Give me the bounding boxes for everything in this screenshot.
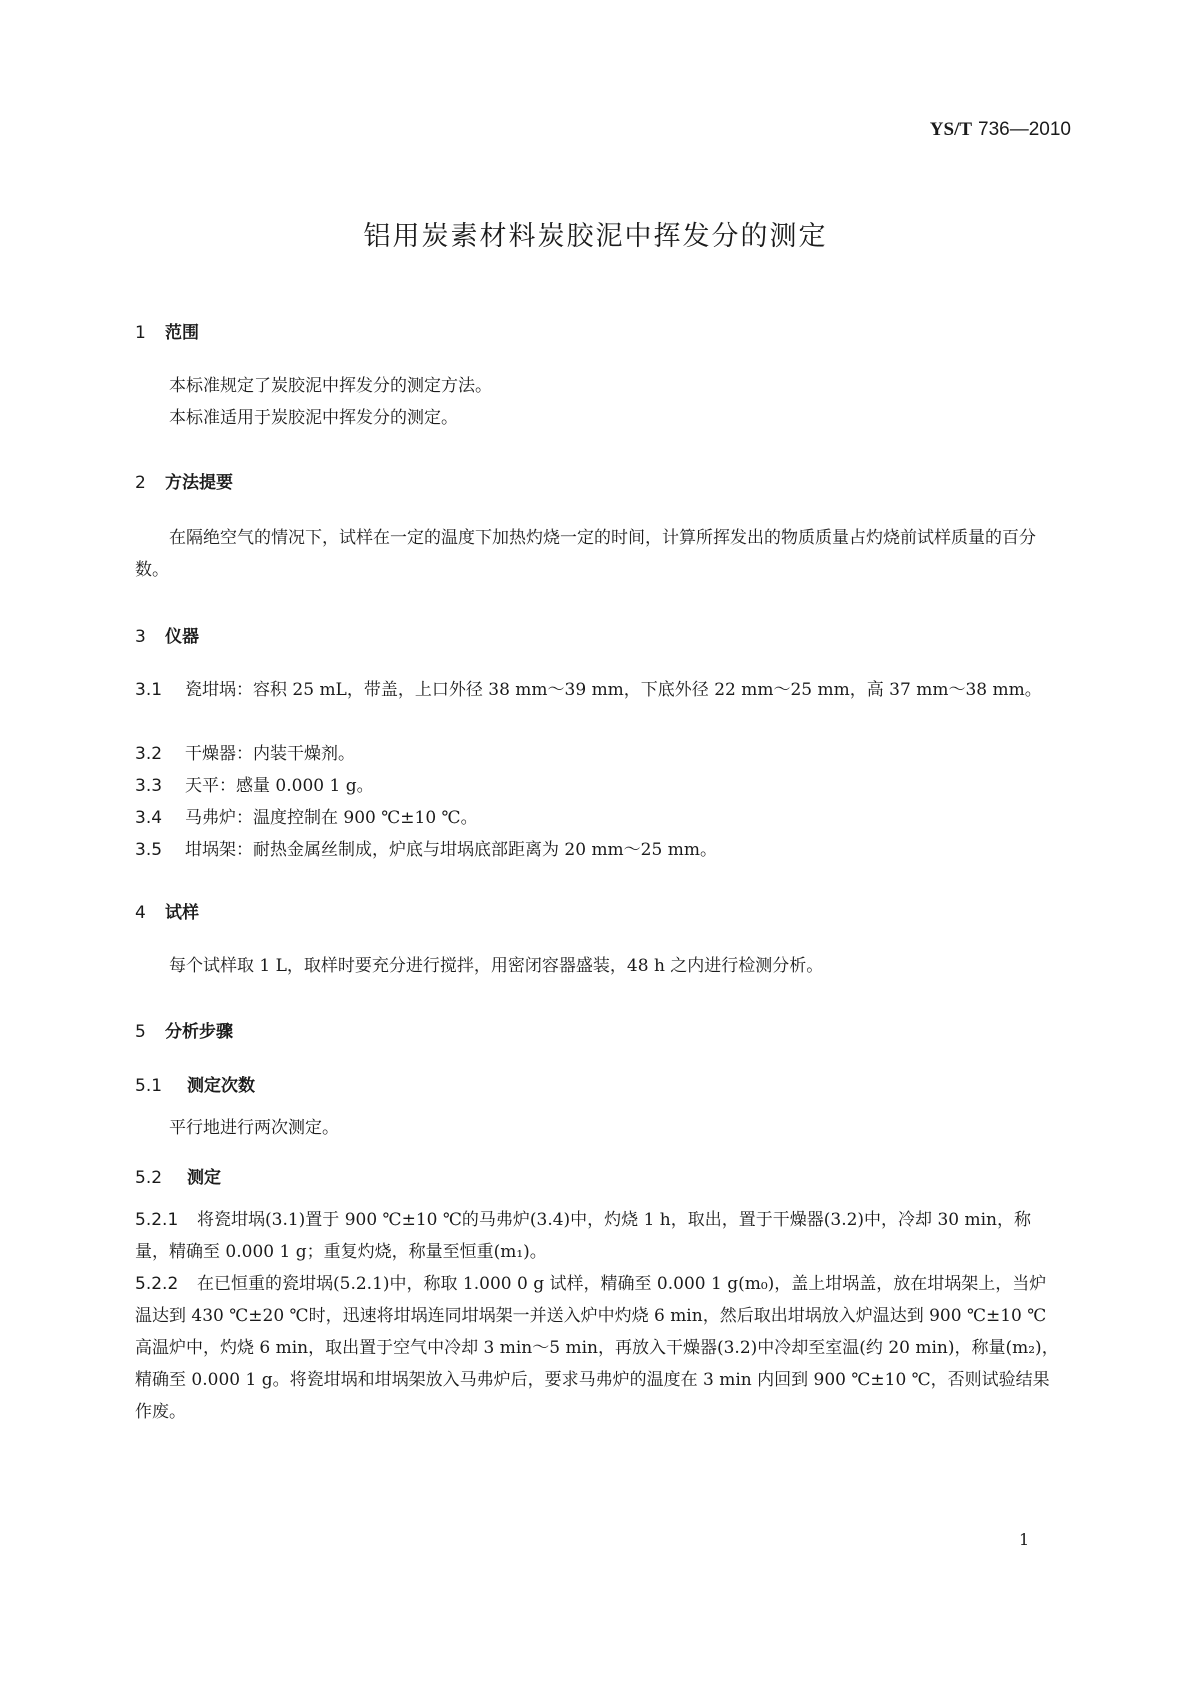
paragraph: 本标准规定了炭胶泥中挥发分的测定方法。 bbox=[169, 376, 492, 396]
section-heading-procedure: 5 分析步骤 bbox=[135, 1022, 233, 1042]
paragraph: 本标准适用于炭胶泥中挥发分的测定。 bbox=[169, 408, 458, 428]
subsection-heading-determination: 5.2 测定 bbox=[135, 1168, 221, 1188]
standard-number bbox=[930, 118, 1071, 141]
list-item: 3.4 马弗炉：温度控制在 900 ℃±10 ℃。 bbox=[135, 808, 478, 828]
standard-prefix: YS/T bbox=[929, 119, 973, 140]
paragraph: 在隔绝空气的情况下，试样在一定的温度下加热灼烧一定的时间，计算所挥发出的物质质量占灼烧前试样质量的百分数。 bbox=[135, 528, 1036, 580]
list-item: 3.1 瓷坩埚：容积 25 mL，带盖，上口外径 38 mm～39 mm，下底外径 22 mm～25 mm，高 37 mm～38 mm。 bbox=[135, 680, 1042, 700]
list-item: 3.2 干燥器：内装干燥剂。 bbox=[135, 744, 355, 764]
section-heading-method-summary: 2 方法提要 bbox=[135, 473, 233, 493]
list-item: 3.5 坩埚架：耐热金属丝制成，炉底与坩埚底部距离为 20 mm～25 mm。 bbox=[135, 840, 717, 860]
standard-code: 736—2010 bbox=[978, 119, 1071, 140]
section-heading-apparatus: 3 仪器 bbox=[135, 627, 199, 647]
page-number: 1 bbox=[1019, 1530, 1030, 1549]
list-item: 3.3 天平：感量 0.000 1 g。 bbox=[135, 776, 374, 796]
document-title: 铝用炭素材料炭胶泥中挥发分的测定 bbox=[363, 221, 828, 252]
list-item: 5.2.2 在已恒重的瓷坩埚(5.2.1)中，称取 1.000 0 g 试样，精确至 0.000 1 g(m₀)，盖上坩埚盖，放在坩埚架上，当炉温达到 430 ℃±20 ℃时，迅速将坩埚连同坩埚架一并送入炉中灼烧 6 min，然后取出坩埚放入炉温达到 900 ℃±10 ℃高温炉中，灼烧 6 min，取出置于空气中冷却 3 min～5 min，再放入干燥器(3.2)中冷却至室温(约 20 min)，称量(m₂)，精确至 0.000 1 g。将瓷坩埚和坩埚架放入马弗炉后，要求马弗炉的温度在 3 min 内回到 900 ℃±10 ℃，否则试验结果作废。 bbox=[135, 1274, 1059, 1422]
section-heading-sample: 4 试样 bbox=[135, 903, 199, 923]
paragraph: 每个试样取 1 L，取样时要充分进行搅拌，用密闭容器盛装，48 h 之内进行检测分析。 bbox=[169, 956, 824, 976]
list-item: 5.2.1 将瓷坩埚(3.1)置于 900 ℃±10 ℃的马弗炉(3.4)中，灼烧 1 h，取出，置于干燥器(3.2)中，冷却 30 min，称量，精确至 0.000 1 g；重复灼烧，称量至恒重(m₁)。 bbox=[135, 1210, 1031, 1262]
section-heading-scope: 1 范围 bbox=[135, 323, 199, 343]
paragraph: 平行地进行两次测定。 bbox=[169, 1118, 339, 1138]
subsection-heading-number-of-tests: 5.1 测定次数 bbox=[135, 1076, 255, 1096]
